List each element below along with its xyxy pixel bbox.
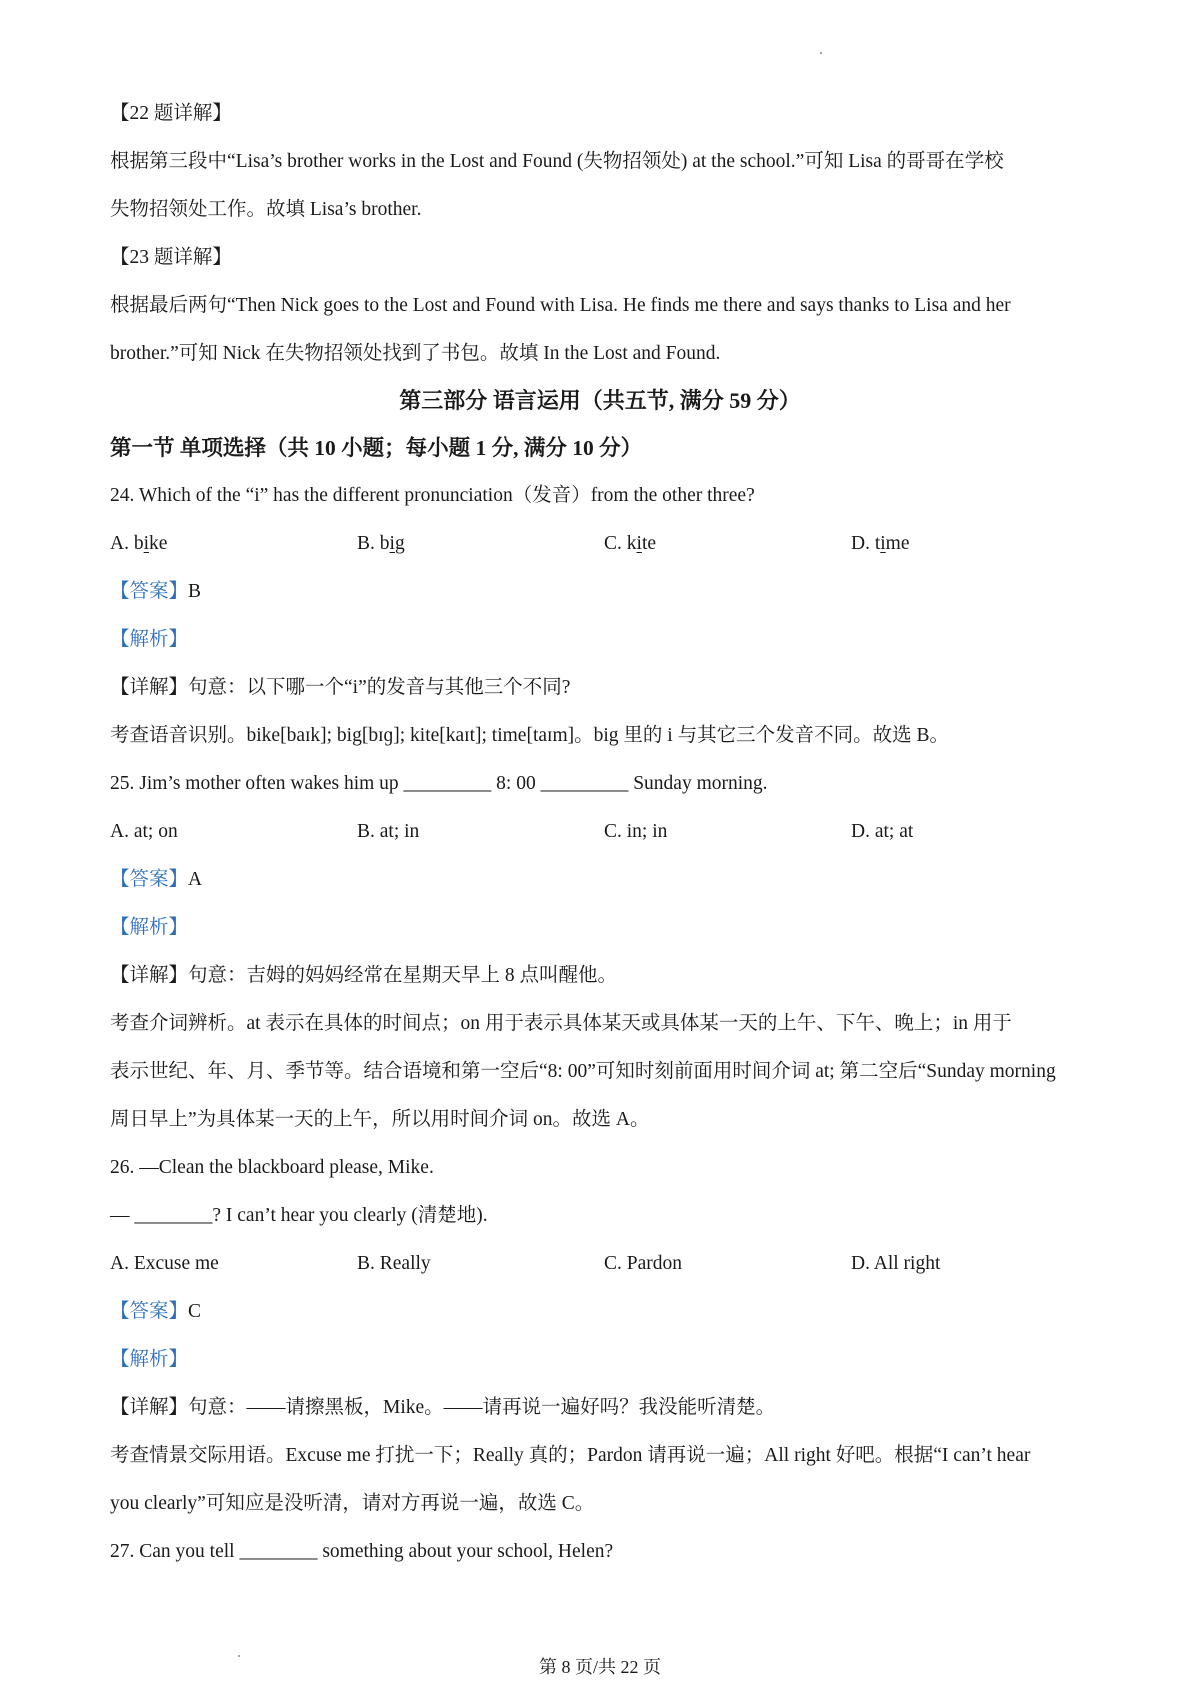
q26-option-d: D. All right — [851, 1253, 941, 1274]
q26-stem-line1: 26. —Clean the blackboard please, Mike. — [110, 1157, 434, 1178]
q27-stem: 27. Can you tell ________ something about your school, Helen? — [110, 1541, 614, 1562]
q23-heading: 【23 题详解】 — [110, 247, 232, 268]
q24-answer: 【答案】B — [110, 581, 202, 602]
q24-option-a: A. bike — [110, 533, 168, 554]
q24-option-c: C. kite — [604, 533, 657, 554]
q25-answer: 【答案】A — [110, 869, 203, 890]
q26-explain-line1: 考查情景交际用语。Excuse me 打扰一下；Really 真的；Pardon 请再说一遍；All right 好吧。根据“I can’t hear — [110, 1445, 1031, 1466]
q26-option-a: A. Excuse me — [110, 1253, 219, 1274]
q25-option-a: A. at; on — [110, 821, 178, 842]
q25-option-d: D. at; at — [851, 821, 914, 842]
q26-detail: 【详解】句意：——请擦黑板，Mike。——请再说一遍好吗？我没能听清楚。 — [110, 1397, 776, 1418]
q25-stem: 25. Jim’s mother often wakes him up _________ 8: 00 _________ Sunday morning. — [110, 773, 768, 794]
q25-option-c: C. in; in — [604, 821, 668, 842]
q23-text-line1: 根据最后两句“Then Nick goes to the Lost and Found with Lisa. He finds me there and says thanks to Lisa and her — [110, 295, 1011, 316]
section-title: 第一节 单项选择（共 10 小题；每小题 1 分, 满分 10 分） — [110, 436, 643, 460]
q24-stem: 24. Which of the “i” has the different pronunciation（发音）from the other three? — [110, 485, 755, 506]
part-title: 第三部分 语言运用（共五节, 满分 59 分） — [399, 388, 801, 413]
q24-detail: 【详解】句意：以下哪一个“i”的发音与其他三个不同? — [110, 677, 571, 698]
q26-explain-line2: you clearly”可知应是没听清，请对方再说一遍，故选 C。 — [110, 1493, 595, 1514]
q22-text-line2: 失物招领处工作。故填 Lisa’s brother. — [110, 199, 422, 220]
q25-detail: 【详解】句意：吉姆的妈妈经常在星期天早上 8 点叫醒他。 — [110, 965, 618, 986]
q24-option-b: B. big — [357, 533, 405, 554]
q24-option-d: D. time — [851, 533, 910, 554]
q26-option-c: C. Pardon — [604, 1253, 682, 1274]
q22-text-line1: 根据第三段中“Lisa’s brother works in the Lost and Found (失物招领处) at the school.”可知 Lisa 的哥哥在学校 — [110, 151, 1004, 172]
q25-explain-line3: 周日早上”为具体某一天的上午，所以用时间介词 on。故选 A。 — [110, 1109, 650, 1130]
q26-answer: 【答案】C — [110, 1301, 202, 1322]
q23-text-line2: brother.”可知 Nick 在失物招领处找到了书包。故填 In the Lost and Found. — [110, 343, 721, 364]
q25-option-b: B. at; in — [357, 821, 420, 842]
page-footer: 第 8 页/共 22 页 — [538, 1657, 661, 1677]
scan-speck — [820, 52, 822, 54]
q25-analysis-label: 【解析】 — [110, 917, 189, 938]
q25-explain-line2: 表示世纪、年、月、季节等。结合语境和第一空后“8: 00”可知时刻前面用时间介词 at; 第二空后“Sunday morning — [110, 1061, 1056, 1082]
q26-analysis-label: 【解析】 — [110, 1349, 189, 1370]
q26-stem-line2: — ________? I can’t hear you clearly (清楚地). — [110, 1205, 488, 1226]
q24-analysis-label: 【解析】 — [110, 629, 189, 650]
q26-option-b: B. Really — [357, 1253, 431, 1274]
q25-explain-line1: 考查介词辨析。at 表示在具体的时间点；on 用于表示具体某天或具体某一天的上午、下午、晚上；in 用于 — [110, 1013, 1012, 1034]
q24-explain: 考查语音识别。bike[baɪk]; big[bɪɡ]; kite[kaɪt]; time[taɪm]。big 里的 i 与其它三个发音不同。故选 B。 — [110, 725, 949, 746]
q22-heading: 【22 题详解】 — [110, 103, 232, 124]
